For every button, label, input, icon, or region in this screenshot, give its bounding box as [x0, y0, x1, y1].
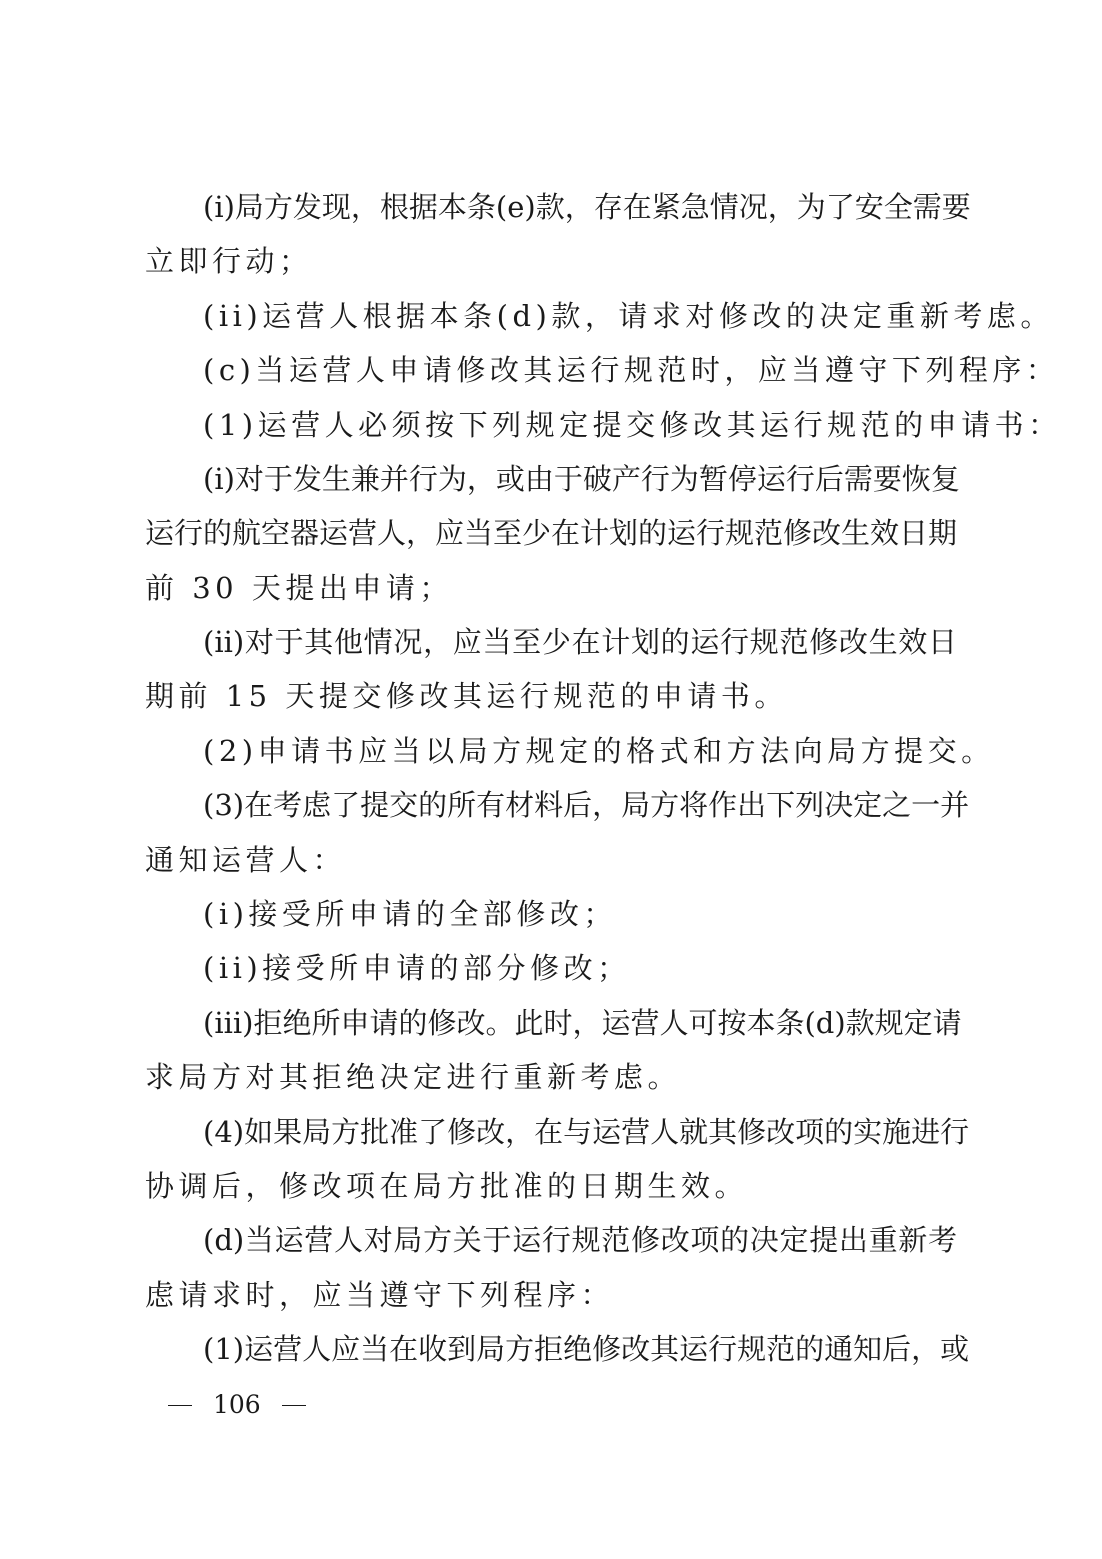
text-line: 运行的航空器运营人，应当至少在计划的运行规范修改生效日期 — [145, 516, 958, 550]
text-line: (1)运营人必须按下列规定提交修改其运行规范的申请书： — [203, 408, 1062, 442]
text-line: 立即行动； — [145, 244, 313, 278]
dash-right — [282, 1405, 306, 1406]
text-line: (1)运营人应当在收到局方拒绝修改其运行规范的通知后，或 — [203, 1332, 970, 1366]
text-line: (i)局方发现，根据本条(e)款，存在紧急情况，为了安全需要 — [203, 190, 971, 224]
text-line: 协调后，修改项在局方批准的日期生效。 — [145, 1169, 749, 1203]
text-line: (3)在考虑了提交的所有材料后，局方将作出下列决定之一并 — [203, 788, 970, 822]
text-line: (i)对于发生兼并行为，或由于破产行为暂停运行后需要恢复 — [203, 462, 960, 496]
text-line: (2)申请书应当以局方规定的格式和方法向局方提交。 — [203, 734, 995, 768]
text-line: (c)当运营人申请修改其运行规范时，应当遵守下列程序： — [203, 353, 1060, 387]
page-number: 106 — [213, 1390, 261, 1419]
text-line: 求局方对其拒绝决定进行重新考虑。 — [145, 1060, 682, 1094]
text-line: (ii)接受所申请的部分修改； — [203, 951, 631, 985]
text-line: 期前 15 天提交修改其运行规范的申请书。 — [145, 679, 788, 713]
text-line: (ii)对于其他情况，应当至少在计划的运行规范修改生效日 — [203, 625, 957, 659]
text-line: 前 30 天提出申请； — [145, 571, 453, 605]
text-line: 通知运营人： — [145, 843, 347, 877]
dash-left — [168, 1405, 192, 1406]
text-line: (4)如果局方批准了修改，在与运营人就其修改项的实施进行 — [203, 1115, 970, 1149]
page-footer — [168, 1385, 306, 1425]
text-line: 虑请求时，应当遵守下列程序： — [145, 1278, 615, 1312]
text-line: (iii)拒绝所申请的修改。此时，运营人可按本条(d)款规定请 — [203, 1006, 962, 1040]
text-line: (ii)运营人根据本条(d)款，请求对修改的决定重新考虑。 — [203, 299, 1054, 333]
text-line: (d)当运营人对局方关于运行规范修改项的决定提出重新考 — [203, 1223, 957, 1257]
text-line: (i)接受所申请的全部修改； — [203, 897, 617, 931]
